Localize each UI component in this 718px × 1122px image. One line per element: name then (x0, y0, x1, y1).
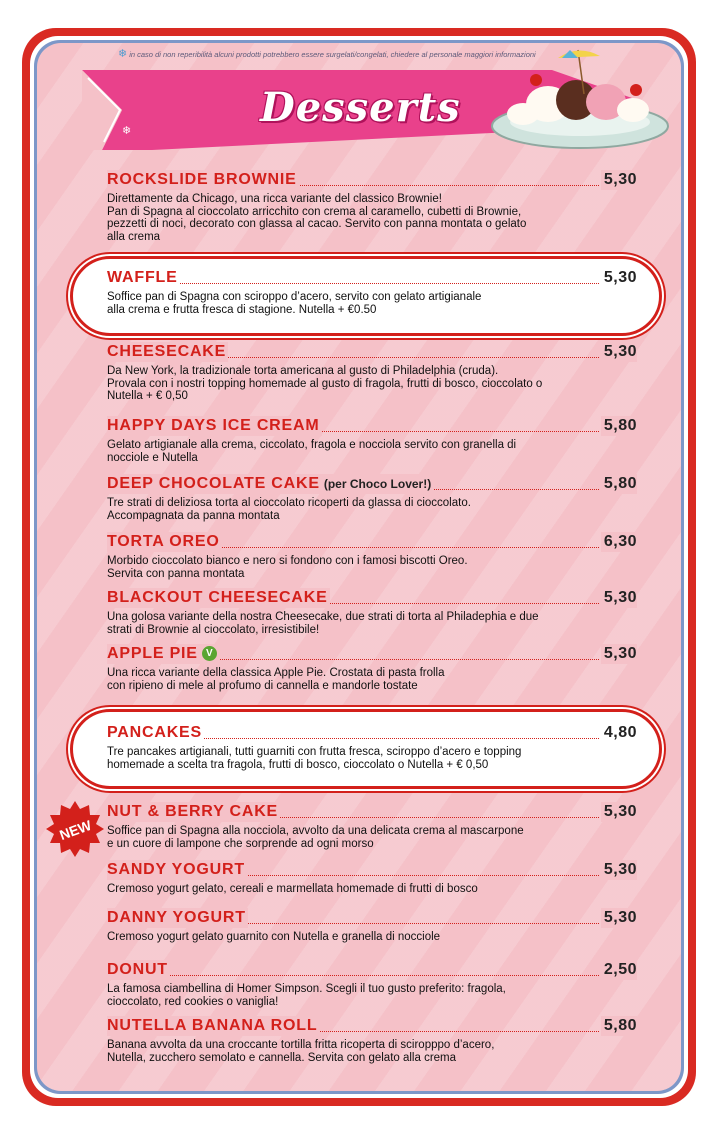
item-price: 5,80 (601, 416, 637, 436)
item-price: 5,30 (601, 860, 637, 880)
item-price: 5,80 (601, 474, 637, 494)
item-price: 6,30 (601, 532, 637, 552)
svg-text:❄: ❄ (122, 125, 132, 137)
item-description: Una ricca variante della classica Apple Pie. Crostata di pasta frolla con ripieno di mele al profumo di cannella e mandorle tostate (107, 667, 445, 692)
sundae-image (488, 44, 674, 156)
item-description: Soffice pan di Spagna con sciroppo d’acero, servito con gelato artigianale alla crema e frutta fresca di stagione. Nutella + €0.50 (107, 291, 482, 316)
vegetarian-icon: V (202, 646, 217, 661)
item-price: 5,30 (601, 342, 637, 362)
frozen-notice (118, 47, 536, 60)
menu-item (107, 908, 637, 944)
item-name: APPLE PIE (107, 645, 198, 662)
item-description: Tre pancakes artigianali, tutti guarniti con frutta fresca, sciroppo d’acero e topping homemade a scelta tra fragola, frutti di bosco, cioccolato o Nutella + € 0,50 (107, 746, 522, 771)
menu-item (107, 802, 637, 850)
item-price: 2,50 (601, 960, 637, 980)
item-description: Morbido cioccolato bianco e nero si fondono con i famosi biscotti Oreo. Servita con panna montata (107, 555, 468, 580)
item-name: DEEP CHOCOLATE CAKE (107, 475, 320, 492)
item-name: DANNY YOGURT (107, 909, 246, 926)
item-name: CHEESECAKE (107, 343, 227, 360)
menu-item (107, 170, 637, 243)
item-description: La famosa ciambellina di Homer Simpson. Scegli il tuo gusto preferito: fragola, cioccolato, red cookies o vaniglia! (107, 983, 506, 1008)
menu-item (107, 342, 637, 403)
menu-item (107, 860, 637, 896)
item-description: Direttamente da Chicago, una ricca variante del classico Brownie! Pan di Spagna al cioccolato arricchito con crema al caramello, cubetti di Brownie, pezzetti di noci, decorato con glassa al cacao. Servito con panna montata o gelato alla crema (107, 193, 527, 243)
snowflake-icon: ❄ (118, 48, 128, 60)
item-description: Cremoso yogurt gelato, cereali e marmellata homemade di frutti di bosco (107, 883, 478, 895)
menu-item (107, 1016, 637, 1064)
item-description: Da New York, la tradizionale torta americana al gusto di Philadelphia (cruda). Provala con i nostri topping homemade al gusto di fragola, frutti di bosco, cioccolato o Nutella + € 0,50 (107, 365, 543, 402)
item-name: SANDY YOGURT (107, 861, 245, 878)
frozen-notice-text: in caso di non reperibilità alcuni prodotti potrebbero essere surgelati/congelati, chiedere al personale maggiori informazioni (129, 50, 536, 59)
item-name: HAPPY DAYS ICE CREAM (107, 417, 320, 434)
menu-item (107, 532, 637, 580)
item-price: 5,80 (601, 1016, 637, 1036)
item-name: TORTA OREO (107, 533, 220, 550)
page-title: Desserts (260, 84, 461, 131)
item-price: 4,80 (601, 723, 637, 743)
new-badge (46, 800, 104, 858)
new-badge-text: NEW (57, 816, 94, 844)
item-price: 5,30 (601, 588, 637, 608)
item-price: 5,30 (601, 802, 637, 822)
item-description: Banana avvolta da una croccante tortilla fritta ricoperta di sciropppo d’acero, Nutella, zucchero semolato e cannella. Servita con gelato alla crema (107, 1039, 495, 1064)
item-name: NUTELLA BANANA ROLL (107, 1017, 318, 1034)
item-price: 5,30 (601, 170, 637, 190)
menu-item (107, 474, 637, 522)
item-description: Cremoso yogurt gelato guarnito con Nutella e granella di nocciole (107, 931, 441, 943)
item-name: NUT & BERRY CAKE (107, 803, 279, 820)
menu-item (107, 588, 637, 636)
item-name: ROCKSLIDE BROWNIE (107, 171, 297, 188)
menu-item (107, 416, 637, 464)
item-name: WAFFLE (107, 269, 178, 286)
item-name: DONUT (107, 961, 168, 978)
item-description: Tre strati di deliziosa torta al cioccolato ricoperti da glassa di cioccolato. Accompagnata da panna montata (107, 497, 471, 522)
item-price: 5,30 (601, 908, 637, 928)
item-name-note: (per Choco Lover!) (323, 477, 432, 491)
menu-item (107, 960, 637, 1008)
item-description: Una golosa variante della nostra Cheesecake, due strati di torta al Philadephia e due strati di Brownie al cioccolato, irresistibile! (107, 611, 539, 636)
item-name-group (107, 474, 433, 494)
menu-item (107, 723, 637, 771)
menu-item (107, 268, 637, 316)
menu-item (107, 644, 637, 692)
item-name-group (107, 644, 219, 664)
item-name: BLACKOUT CHEESECAKE (107, 589, 328, 606)
item-price: 5,30 (601, 644, 637, 664)
item-price: 5,30 (601, 268, 637, 288)
item-name: PANCAKES (107, 724, 203, 741)
item-description: Gelato artigianale alla crema, ciccolato, fragola e nocciola servito con granella di nocciole e Nutella (107, 439, 517, 464)
item-description: Soffice pan di Spagna alla nocciola, avvolto da una delicata crema al mascarpone e un cuore di lampone che sorprende ad ogni morso (107, 825, 524, 850)
